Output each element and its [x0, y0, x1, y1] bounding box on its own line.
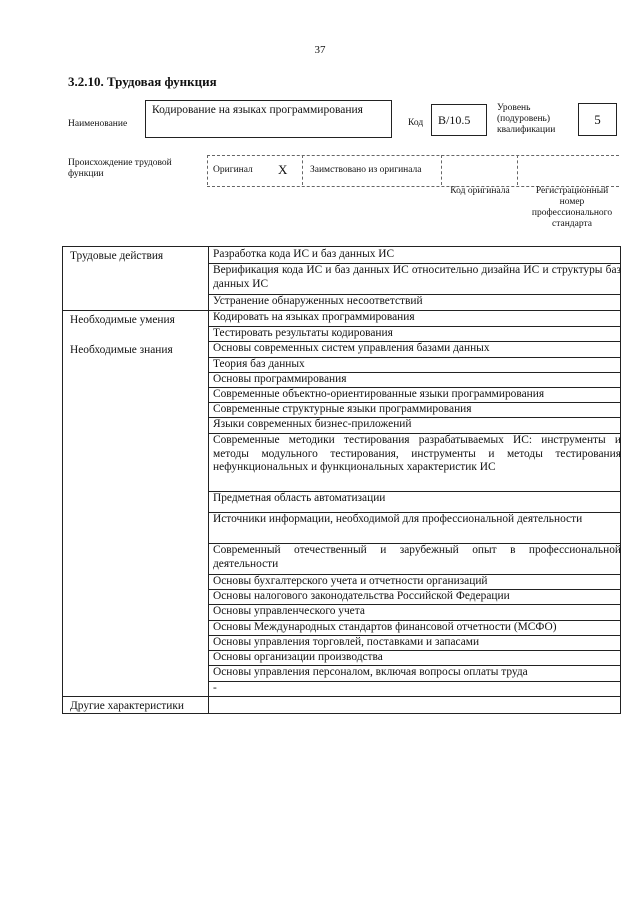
name-value-box — [145, 100, 392, 138]
code-original-caption: Код оригинала — [450, 186, 510, 196]
list-item: Современные методики тестирования разрабатываемых ИС: инструменты и методы модульного тестирования, инструменты и методы тестирования нефункциональных и функциональных характеристик ИС — [208, 433, 621, 490]
list-item: Языки современных бизнес-приложений — [208, 417, 621, 432]
name-label: Наименование — [68, 119, 128, 129]
origin-divider — [441, 155, 442, 185]
origin-divider — [302, 155, 303, 185]
list-item: Кодировать на языках программирования — [213, 311, 415, 323]
list-item: Современные структурные языки программирования — [208, 402, 621, 417]
code-value: В/10.5 — [438, 113, 471, 127]
other-label: Другие характеристики — [70, 700, 185, 712]
level-value: 5 — [594, 112, 601, 127]
page-number: 37 — [314, 44, 326, 56]
list-item: Современный отечественный и зарубежный опыт в профессиональной деятельности — [208, 543, 621, 573]
list-item: Предметная область автоматизации — [208, 491, 621, 511]
list-item: Основы Международных стандартов финансовой отчетности (МСФО) — [208, 620, 621, 635]
section-divider — [62, 696, 621, 697]
code-label: Код — [408, 118, 424, 128]
code-value-box — [431, 104, 487, 136]
list-item: Основы программирования — [208, 372, 621, 387]
reg-number-caption: Регистрационный номер профессионального стандарта — [531, 186, 613, 229]
list-item: Основы налогового законодательства Российской Федерации — [208, 589, 621, 604]
list-item: Теория баз данных — [208, 357, 621, 372]
name-value: Кодирование на языках программирования — [152, 104, 363, 116]
list-item: Современные объектно-ориентированные языки программирования — [208, 387, 621, 402]
list-item: Основы управления персоналом, включая вопросы оплаты труда — [208, 665, 621, 680]
original-label: Оригинал — [213, 165, 253, 175]
list-item: Основы современных систем управления базами данных — [208, 341, 621, 356]
original-mark: X — [278, 162, 288, 177]
skills-label: Необходимые умения — [70, 314, 175, 326]
list-item: Основы управления торговлей, поставками и запасами — [208, 635, 621, 650]
origin-label: Происхождение трудовой функции — [68, 158, 172, 179]
origin-divider — [517, 155, 518, 185]
list-item: Верификация кода ИС и баз данных ИС относительно дизайна ИС и структуры баз данных ИС — [208, 263, 621, 293]
list-item: Разработка кода ИС и баз данных ИС — [213, 248, 395, 260]
section-title: 3.2.10. Трудовая функция — [68, 74, 217, 89]
list-item: Основы управленческого учета — [208, 604, 621, 619]
list-item: Источники информации, необходимой для профессиональной деятельности — [208, 512, 621, 542]
level-value-box — [578, 103, 617, 136]
knowledge-label: Необходимые знания — [70, 344, 173, 356]
list-item: Основы организации производства — [208, 650, 621, 665]
borrowed-label: Заимствовано из оригинала — [310, 165, 422, 175]
origin-divider — [207, 155, 208, 185]
labor-function-table — [62, 246, 621, 714]
list-item: Тестировать результаты кодирования — [208, 326, 621, 341]
list-item: Основы бухгалтерского учета и отчетности организаций — [208, 574, 621, 589]
level-label: Уровень (подуровень) квалификации — [497, 103, 556, 135]
list-item: - — [208, 681, 621, 696]
labor-actions-label: Трудовые действия — [70, 250, 164, 262]
list-item: Устранение обнаруженных несоответствий — [208, 294, 621, 309]
